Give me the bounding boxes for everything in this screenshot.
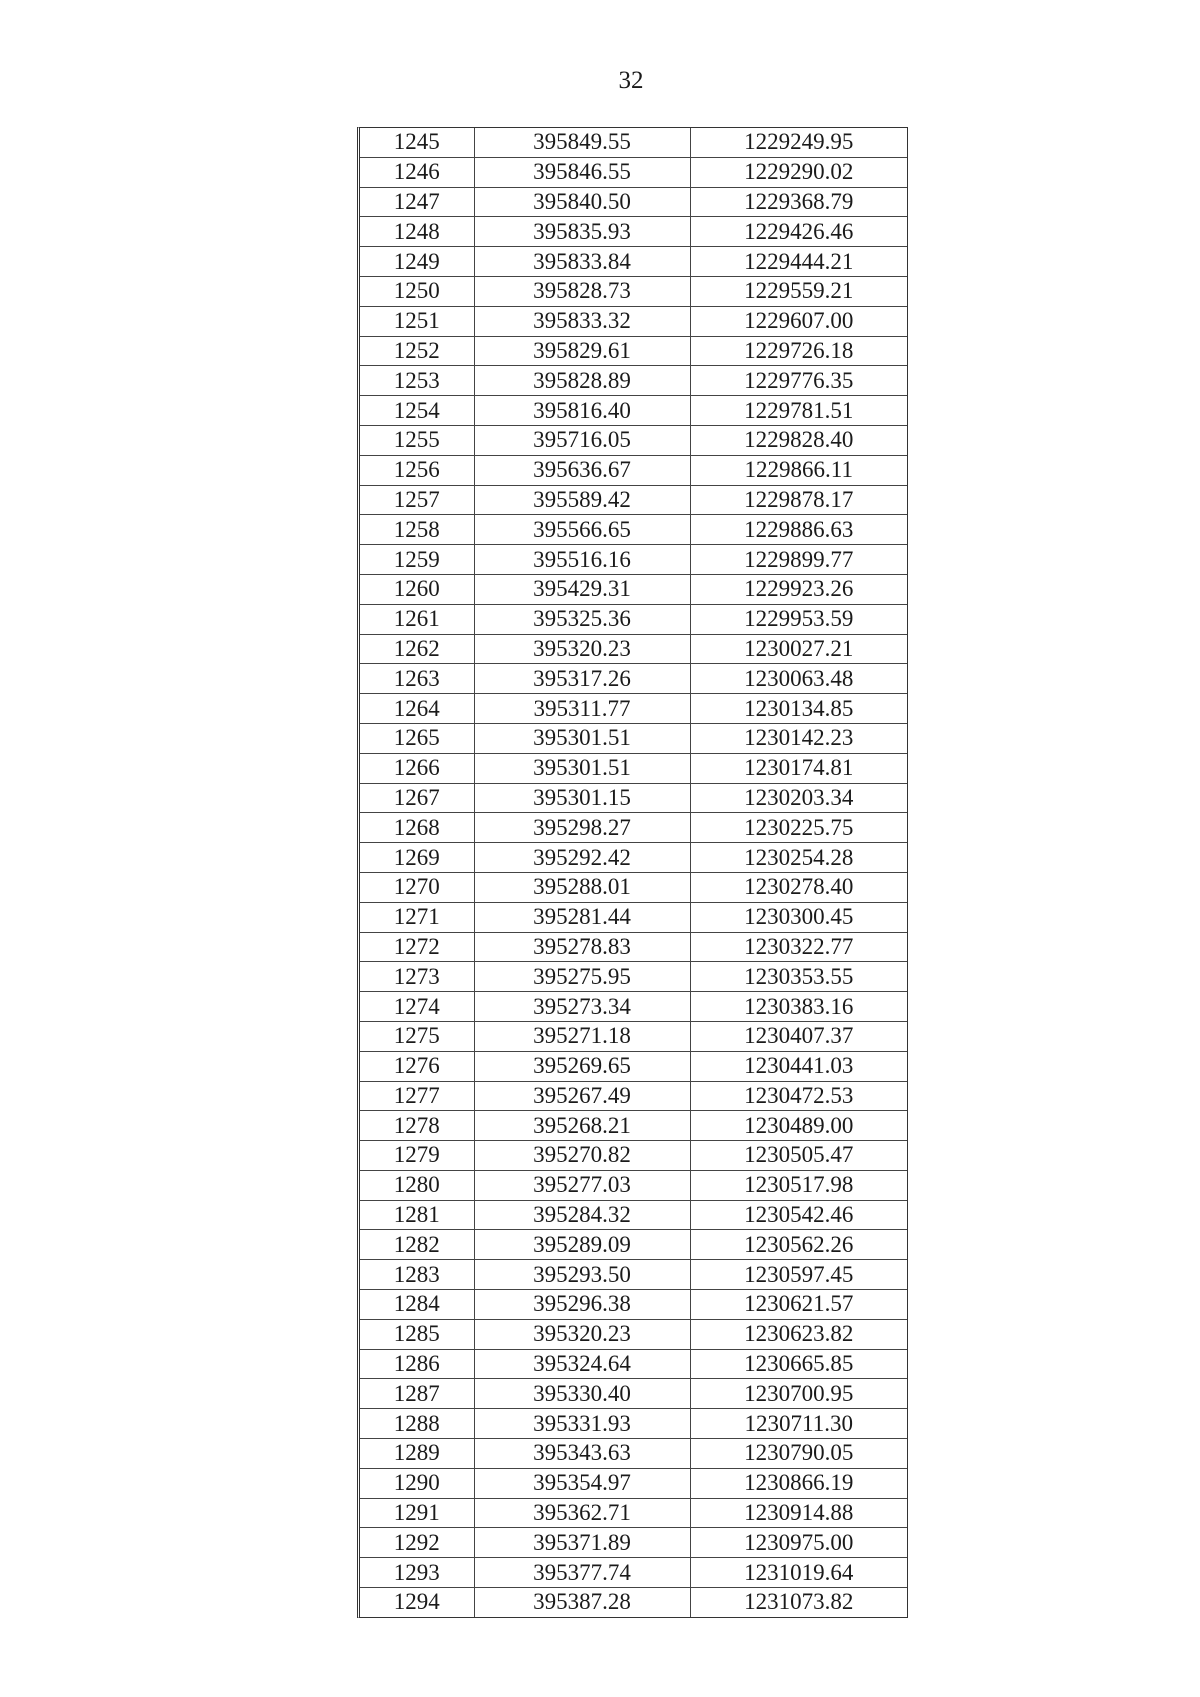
y-coordinate-cell: 1229726.18 (690, 336, 907, 366)
x-coordinate-cell: 395840.50 (474, 187, 690, 217)
table-row (360, 396, 907, 426)
x-coordinate-cell: 395829.61 (474, 336, 690, 366)
point-number-cell: 1294 (360, 1588, 474, 1617)
x-coordinate-cell: 395331.93 (474, 1409, 690, 1439)
x-coordinate-cell: 395273.34 (474, 992, 690, 1022)
y-coordinate-cell: 1229781.51 (690, 396, 907, 426)
table-row (360, 1409, 907, 1439)
table-row (360, 1141, 907, 1171)
x-coordinate-cell: 395835.93 (474, 217, 690, 247)
table-row (360, 545, 907, 575)
point-number-cell: 1276 (360, 1051, 474, 1081)
x-coordinate-cell: 395270.82 (474, 1141, 690, 1171)
y-coordinate-cell: 1230489.00 (690, 1111, 907, 1141)
y-coordinate-cell: 1230174.81 (690, 753, 907, 783)
y-coordinate-cell: 1229776.35 (690, 366, 907, 396)
y-coordinate-cell: 1230790.05 (690, 1439, 907, 1469)
x-coordinate-cell: 395354.97 (474, 1468, 690, 1498)
y-coordinate-cell: 1229923.26 (690, 574, 907, 604)
page-number: 32 (618, 67, 644, 94)
y-coordinate-cell: 1231073.82 (690, 1588, 907, 1617)
table-row (360, 992, 907, 1022)
y-coordinate-cell: 1230542.46 (690, 1200, 907, 1230)
table-row (360, 902, 907, 932)
point-number-cell: 1262 (360, 634, 474, 664)
y-coordinate-cell: 1229828.40 (690, 425, 907, 455)
x-coordinate-cell: 395268.21 (474, 1111, 690, 1141)
table-row (360, 604, 907, 634)
x-coordinate-cell: 395317.26 (474, 664, 690, 694)
x-coordinate-cell: 395362.71 (474, 1498, 690, 1528)
table-row (360, 1319, 907, 1349)
x-coordinate-cell: 395716.05 (474, 425, 690, 455)
point-number-cell: 1252 (360, 336, 474, 366)
y-coordinate-cell: 1230407.37 (690, 1021, 907, 1051)
point-number-cell: 1261 (360, 604, 474, 634)
point-number-cell: 1251 (360, 306, 474, 336)
y-coordinate-cell: 1230278.40 (690, 872, 907, 902)
point-number-cell: 1255 (360, 425, 474, 455)
y-coordinate-cell: 1230383.16 (690, 992, 907, 1022)
x-coordinate-cell: 395301.51 (474, 723, 690, 753)
x-coordinate-cell: 395566.65 (474, 515, 690, 545)
y-coordinate-cell: 1230441.03 (690, 1051, 907, 1081)
x-coordinate-cell: 395324.64 (474, 1349, 690, 1379)
x-coordinate-cell: 395828.89 (474, 366, 690, 396)
table-row (360, 1468, 907, 1498)
coordinates-table (360, 128, 907, 1617)
x-coordinate-cell: 395301.51 (474, 753, 690, 783)
point-number-cell: 1292 (360, 1528, 474, 1558)
table-row (360, 813, 907, 843)
point-number-cell: 1247 (360, 187, 474, 217)
x-coordinate-cell: 395267.49 (474, 1081, 690, 1111)
table-row (360, 366, 907, 396)
point-number-cell: 1281 (360, 1200, 474, 1230)
point-number-cell: 1272 (360, 932, 474, 962)
point-number-cell: 1249 (360, 247, 474, 277)
x-coordinate-cell: 395293.50 (474, 1260, 690, 1290)
x-coordinate-cell: 395816.40 (474, 396, 690, 426)
y-coordinate-cell: 1230134.85 (690, 694, 907, 724)
point-number-cell: 1248 (360, 217, 474, 247)
y-coordinate-cell: 1229866.11 (690, 455, 907, 485)
x-coordinate-cell: 395833.32 (474, 306, 690, 336)
x-coordinate-cell: 395288.01 (474, 872, 690, 902)
x-coordinate-cell: 395284.32 (474, 1200, 690, 1230)
y-coordinate-cell: 1229368.79 (690, 187, 907, 217)
table-row (360, 574, 907, 604)
point-number-cell: 1289 (360, 1439, 474, 1469)
y-coordinate-cell: 1229290.02 (690, 157, 907, 187)
y-coordinate-cell: 1230621.57 (690, 1290, 907, 1320)
point-number-cell: 1284 (360, 1290, 474, 1320)
point-number-cell: 1288 (360, 1409, 474, 1439)
table-row (360, 962, 907, 992)
table-row (360, 1439, 907, 1469)
x-coordinate-cell: 395277.03 (474, 1170, 690, 1200)
y-coordinate-cell: 1230562.26 (690, 1230, 907, 1260)
point-number-cell: 1263 (360, 664, 474, 694)
x-coordinate-cell: 395429.31 (474, 574, 690, 604)
x-coordinate-cell: 395589.42 (474, 485, 690, 515)
point-number-cell: 1282 (360, 1230, 474, 1260)
table-row (360, 1170, 907, 1200)
y-coordinate-cell: 1231019.64 (690, 1558, 907, 1588)
y-coordinate-cell: 1229899.77 (690, 545, 907, 575)
coordinates-table-body (360, 128, 907, 1617)
table-row (360, 217, 907, 247)
x-coordinate-cell: 395371.89 (474, 1528, 690, 1558)
y-coordinate-cell: 1230665.85 (690, 1349, 907, 1379)
table-row (360, 783, 907, 813)
y-coordinate-cell: 1229953.59 (690, 604, 907, 634)
table-row (360, 1349, 907, 1379)
table-row (360, 664, 907, 694)
point-number-cell: 1283 (360, 1260, 474, 1290)
y-coordinate-cell: 1230597.45 (690, 1260, 907, 1290)
y-coordinate-cell: 1229426.46 (690, 217, 907, 247)
x-coordinate-cell: 395278.83 (474, 932, 690, 962)
point-number-cell: 1259 (360, 545, 474, 575)
table-row (360, 336, 907, 366)
y-coordinate-cell: 1230700.95 (690, 1379, 907, 1409)
x-coordinate-cell: 395281.44 (474, 902, 690, 932)
point-number-cell: 1265 (360, 723, 474, 753)
table-row (360, 306, 907, 336)
y-coordinate-cell: 1229559.21 (690, 276, 907, 306)
x-coordinate-cell: 395320.23 (474, 634, 690, 664)
point-number-cell: 1291 (360, 1498, 474, 1528)
y-coordinate-cell: 1230203.34 (690, 783, 907, 813)
x-coordinate-cell: 395292.42 (474, 843, 690, 873)
table-row (360, 872, 907, 902)
y-coordinate-cell: 1230254.28 (690, 843, 907, 873)
y-coordinate-cell: 1230027.21 (690, 634, 907, 664)
table-row (360, 247, 907, 277)
y-coordinate-cell: 1230322.77 (690, 932, 907, 962)
table-row (360, 1498, 907, 1528)
point-number-cell: 1266 (360, 753, 474, 783)
table-row (360, 276, 907, 306)
y-coordinate-cell: 1230914.88 (690, 1498, 907, 1528)
y-coordinate-cell: 1230623.82 (690, 1319, 907, 1349)
table-row (360, 1230, 907, 1260)
point-number-cell: 1269 (360, 843, 474, 873)
x-coordinate-cell: 395833.84 (474, 247, 690, 277)
point-number-cell: 1245 (393, 129, 440, 155)
point-number-cell: 1267 (360, 783, 474, 813)
point-number-cell: 1285 (360, 1319, 474, 1349)
table-row (360, 1558, 907, 1588)
table-row (360, 1528, 907, 1558)
point-number-cell: 1286 (360, 1349, 474, 1379)
point-number-cell: 1246 (360, 157, 474, 187)
x-coordinate-cell: 395636.67 (474, 455, 690, 485)
y-coordinate-cell: 1230866.19 (690, 1468, 907, 1498)
x-coordinate-cell: 395377.74 (474, 1558, 690, 1588)
point-number-cell: 1254 (360, 396, 474, 426)
table-row (360, 1379, 907, 1409)
table-row (360, 187, 907, 217)
table-row (360, 723, 907, 753)
point-number-cell: 1256 (360, 455, 474, 485)
table-row (360, 1111, 907, 1141)
point-number-cell: 1260 (360, 574, 474, 604)
point-number-cell: 1273 (360, 962, 474, 992)
x-coordinate-cell: 395828.73 (474, 276, 690, 306)
table-row (360, 485, 907, 515)
table-row (360, 1260, 907, 1290)
table-row (360, 425, 907, 455)
table-row (360, 157, 907, 187)
table-row (360, 932, 907, 962)
point-number-cell: 1287 (360, 1379, 474, 1409)
table-row (360, 128, 907, 157)
y-coordinate-cell: 1229607.00 (690, 306, 907, 336)
x-coordinate-cell: 395298.27 (474, 813, 690, 843)
table-row (360, 1588, 907, 1617)
point-number-cell: 1271 (360, 902, 474, 932)
x-coordinate-cell: 395275.95 (474, 962, 690, 992)
point-number-cell: 1250 (360, 276, 474, 306)
table-row (360, 1200, 907, 1230)
x-coordinate-cell: 395269.65 (474, 1051, 690, 1081)
x-coordinate-cell: 395311.77 (474, 694, 690, 724)
point-number-cell: 1253 (360, 366, 474, 396)
point-number-cell: 1274 (360, 992, 474, 1022)
table-row (360, 753, 907, 783)
y-coordinate-cell: 1230711.30 (690, 1409, 907, 1439)
y-coordinate-cell: 1230472.53 (690, 1081, 907, 1111)
table-row (360, 515, 907, 545)
point-number-cell: 1275 (360, 1021, 474, 1051)
table-row (360, 455, 907, 485)
table-row (360, 1051, 907, 1081)
x-coordinate-cell: 395289.09 (474, 1230, 690, 1260)
table-row (360, 694, 907, 724)
point-number-cell: 1268 (360, 813, 474, 843)
table-row (360, 1081, 907, 1111)
x-coordinate-cell: 395516.16 (474, 545, 690, 575)
point-number-cell: 1290 (360, 1468, 474, 1498)
point-number-cell: 1264 (360, 694, 474, 724)
y-coordinate-cell: 1230142.23 (690, 723, 907, 753)
point-number-cell: 1270 (360, 872, 474, 902)
point-number-cell: 1277 (360, 1081, 474, 1111)
point-number-cell: 1278 (360, 1111, 474, 1141)
table-row (360, 1290, 907, 1320)
y-coordinate-cell: 1230300.45 (690, 902, 907, 932)
y-coordinate-cell: 1229249.95 (690, 128, 907, 157)
x-coordinate-cell: 395387.28 (474, 1588, 690, 1617)
y-coordinate-cell: 1230353.55 (690, 962, 907, 992)
point-number-cell: 1257 (360, 485, 474, 515)
x-coordinate-cell: 395271.18 (474, 1021, 690, 1051)
table-row (360, 1021, 907, 1051)
x-coordinate-cell: 395343.63 (474, 1439, 690, 1469)
x-coordinate-cell: 395320.23 (474, 1319, 690, 1349)
x-coordinate-cell: 395330.40 (474, 1379, 690, 1409)
coordinates-table-frame (357, 127, 908, 1618)
point-number-cell: 1279 (360, 1141, 474, 1171)
table-row (360, 843, 907, 873)
x-coordinate-cell: 395846.55 (474, 157, 690, 187)
point-number-cell: 1280 (360, 1170, 474, 1200)
y-coordinate-cell: 1230505.47 (690, 1141, 907, 1171)
y-coordinate-cell: 1230225.75 (690, 813, 907, 843)
y-coordinate-cell: 1229886.63 (690, 515, 907, 545)
x-coordinate-cell: 395296.38 (474, 1290, 690, 1320)
table-row (360, 634, 907, 664)
x-coordinate-cell: 395301.15 (474, 783, 690, 813)
x-coordinate-cell: 395849.55 (474, 128, 690, 157)
x-coordinate-cell: 395325.36 (474, 604, 690, 634)
point-number-cell: 1258 (360, 515, 474, 545)
y-coordinate-cell: 1229878.17 (690, 485, 907, 515)
point-number-cell: 1293 (360, 1558, 474, 1588)
y-coordinate-cell: 1229444.21 (690, 247, 907, 277)
y-coordinate-cell: 1230975.00 (690, 1528, 907, 1558)
y-coordinate-cell: 1230517.98 (690, 1170, 907, 1200)
y-coordinate-cell: 1230063.48 (690, 664, 907, 694)
